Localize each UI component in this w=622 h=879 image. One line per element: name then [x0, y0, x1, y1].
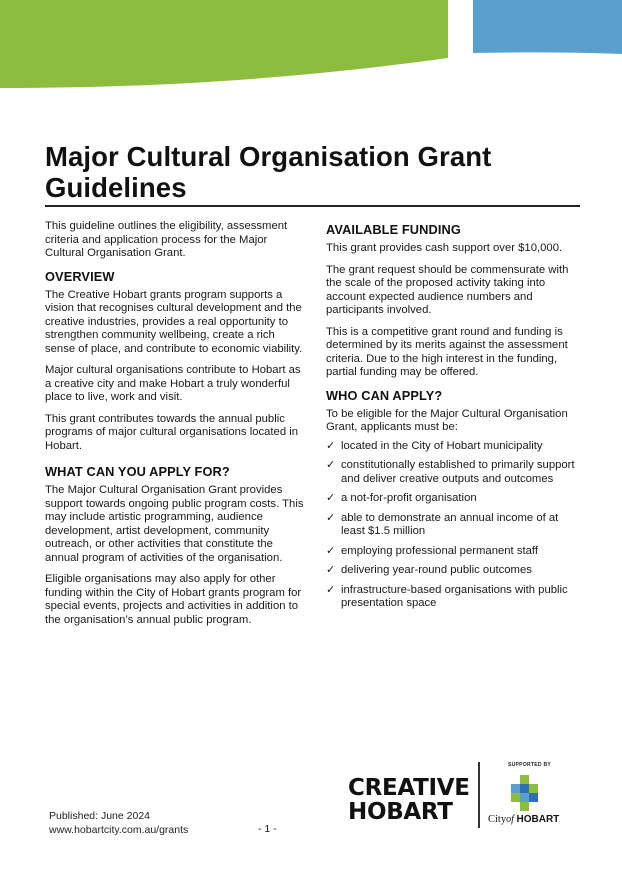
check-icon: ✓ — [326, 564, 336, 576]
green-swoosh — [0, 0, 448, 88]
city-word: City — [488, 814, 507, 825]
overview-paragraph-1: The Creative Hobart grants program supports a vision that recognises cultural development and the creative industries, provides a real opportunity to strengthen community wellbeing, create a rich sense of place, and contribute to economic viability. — [45, 288, 303, 355]
city-of-hobart-logo-text — [488, 814, 559, 825]
published-date: Published: June 2024 — [49, 810, 150, 822]
list-item — [326, 545, 582, 559]
overview-heading: OVERVIEW — [45, 268, 115, 284]
title-divider — [45, 205, 580, 207]
list-item-text: employing professional permanent staff — [341, 544, 538, 557]
blue-swoosh — [473, 0, 622, 54]
available-funding-heading: AVAILABLE FUNDING — [326, 222, 461, 237]
city-of-hobart-mark-icon — [507, 775, 545, 816]
what-paragraph-2: Eligible organisations may also apply for other funding within the City of Hobart grants program for special events, projects and activities in addition to the organisation’s annual public program. — [45, 573, 302, 626]
logo-line-2: HOBART — [348, 799, 453, 825]
what-can-you-apply-heading: WHAT CAN YOU APPLY FOR? — [45, 464, 230, 479]
left-column — [45, 220, 307, 635]
who-intro-paragraph: To be eligible for the Major Cultural Organisation Grant, applicants must be: — [326, 407, 568, 433]
list-item-text: infrastructure-based organisations with public presentation space — [341, 583, 568, 609]
funding-paragraph-1: This grant provides cash support over $10,000. — [326, 242, 563, 254]
funding-paragraph-2: The grant request should be commensurate with the scale of the proposed activity taking into account expected audience numbers and participants involved. — [326, 263, 569, 316]
header-banner — [0, 0, 622, 95]
check-icon: ✓ — [326, 492, 336, 504]
check-icon: ✓ — [326, 544, 336, 557]
supported-by-label: SUPPORTED BY — [508, 762, 552, 768]
check-icon: ✓ — [326, 583, 336, 596]
list-item-text: a not-for-profit organisation — [341, 492, 477, 504]
website-link[interactable]: www.hobartcity.com.au/grants — [49, 824, 189, 836]
who-can-apply-heading: WHO CAN APPLY? — [326, 387, 443, 403]
creative-hobart-logo — [348, 776, 470, 824]
page-title: Major Cultural Organisation Grant Guidelines — [45, 141, 492, 203]
list-item-text: constitutionally established to primarily support and deliver creative outputs and outcomes — [341, 459, 575, 485]
eligibility-list — [326, 440, 582, 611]
funding-paragraph-3: This is a competitive grant round and funding is determined by its merits against the assessment criteria. Due to the high interest in the funding, partial funding may be offered. — [326, 325, 568, 378]
city-mark-graphic — [507, 775, 545, 811]
list-item — [326, 512, 582, 539]
logo-line-1: CREATIVE — [348, 775, 470, 801]
city-of-word: of — [506, 814, 514, 825]
check-icon: ✓ — [326, 459, 336, 471]
footer — [49, 809, 188, 837]
right-column — [326, 220, 582, 617]
list-item-text: able to demonstrate an annual income of at least $1.5 million — [341, 511, 559, 537]
banner-graphic — [0, 0, 622, 95]
list-item-text: delivering year-round public outcomes — [341, 564, 532, 576]
list-item — [326, 564, 582, 578]
city-hobart-word: HOBART — [516, 814, 560, 825]
list-item — [326, 440, 582, 454]
list-item — [326, 459, 582, 486]
logo-divider — [478, 762, 480, 828]
list-item — [326, 492, 582, 506]
check-icon: ✓ — [326, 439, 336, 452]
intro-paragraph: This guideline outlines the eligibility, assessment criteria and application process for the Major Cultural Organisation Grant. — [45, 220, 288, 259]
page-number: - 1 - — [258, 823, 277, 835]
list-item — [326, 584, 582, 611]
overview-paragraph-3: This grant contributes towards the annual public programs of major cultural organisations located in Hobart. — [45, 412, 299, 452]
what-paragraph-1: The Major Cultural Organisation Grant provides support towards ongoing public program costs. This may include artistic programming, audience development, artist development, community outreach, or other activities that constitute the annual program of activities of the organisation. — [45, 484, 304, 564]
list-item-text: located in the City of Hobart municipality — [341, 439, 543, 452]
overview-paragraph-2: Major cultural organisations contribute to Hobart as a creative city and make Hobart a truly wonderful place to live, work and visit. — [45, 364, 301, 403]
check-icon: ✓ — [326, 511, 336, 524]
